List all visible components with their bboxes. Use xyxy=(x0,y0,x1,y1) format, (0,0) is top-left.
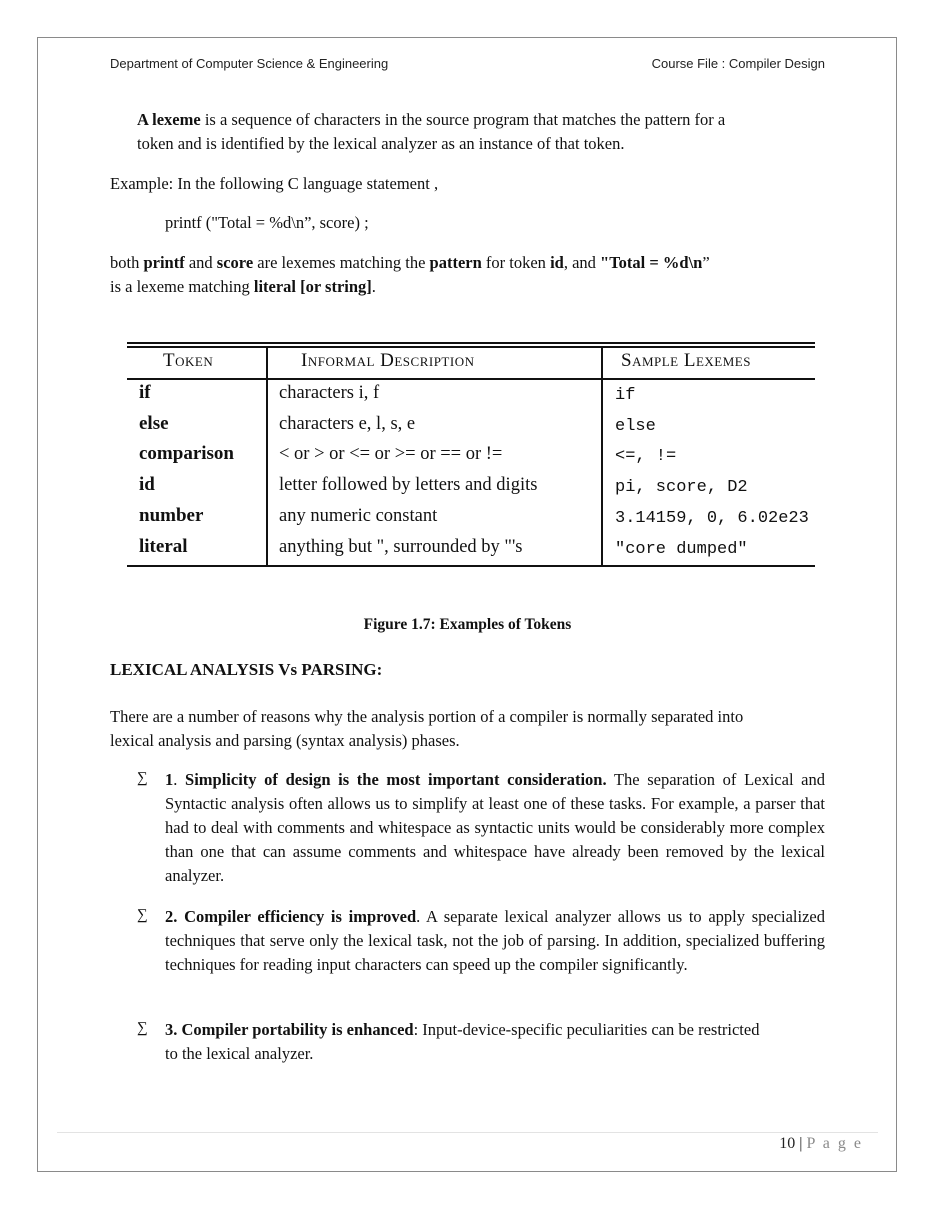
both-t1: both xyxy=(110,253,144,272)
table-cell-token: literal xyxy=(139,536,188,557)
figure-caption: Figure 1.7: Examples of Tokens xyxy=(363,616,572,633)
bullet-glyph-3: ∑ xyxy=(137,1020,148,1036)
table-cell-description: letter followed by letters and digits xyxy=(279,475,538,495)
example-intro: Example: In the following C language statement , xyxy=(110,174,439,193)
th-description: Informal Description xyxy=(301,350,475,371)
table-cell-description: < or > or <= or >= or == or != xyxy=(279,444,503,464)
page-border xyxy=(37,37,897,1172)
intro-paragraph xyxy=(110,705,830,753)
point-2-text: . A separate lexical analyzer allows us to apply specialized techniques that serve only the lexical task, not the job of parsing. In addition, specialized buffering techniques for reading input characters can speed up the compiler significantly. xyxy=(165,907,825,974)
point-1-number: 1 xyxy=(165,770,174,789)
both-line2-t2: . xyxy=(371,277,376,296)
table-cell-lexemes: else xyxy=(615,417,656,436)
th-lexemes: Sample Lexemes xyxy=(621,350,751,371)
section-title: LEXICAL ANALYSIS Vs PARSING: xyxy=(110,660,383,679)
both-line2-b1: literal [or string] xyxy=(253,277,372,296)
both-b4: id xyxy=(550,253,564,272)
table-cell-token: else xyxy=(139,413,169,434)
page-word: P a g e xyxy=(806,1135,863,1152)
code-line: printf ("Total = %d\n”, score) ; xyxy=(165,213,369,232)
bullet-glyph-2: ∑ xyxy=(137,907,148,923)
point-1-bold: Simplicity of design is the most important consideration. xyxy=(185,770,607,789)
table-vline-1 xyxy=(266,346,268,566)
both-t4: for token xyxy=(481,253,551,272)
both-line2-t1: is a lexeme matching xyxy=(110,277,254,296)
point-2-bold: 2. Compiler efficiency is improved xyxy=(165,907,417,926)
table-cell-lexemes: <=, != xyxy=(615,447,677,466)
point-3-bold: 3. Compiler portability is enhanced xyxy=(165,1020,414,1039)
page-separator: | xyxy=(795,1135,807,1152)
table-cell-description: characters e, l, s, e xyxy=(279,414,416,434)
both-b5: "Total = %d\n xyxy=(600,253,703,272)
table-header-rule xyxy=(127,378,815,380)
point-2 xyxy=(165,905,825,977)
table-cell-description: characters i, f xyxy=(279,383,380,403)
point-3 xyxy=(165,1018,765,1066)
table-cell-lexemes: "core dumped" xyxy=(615,540,748,559)
table-vline-2 xyxy=(601,346,603,566)
page-footer xyxy=(779,1135,863,1153)
lexeme-definition xyxy=(137,108,827,156)
point-3-text: : Input-device-specific peculiarities can be restricted to the lexical analyzer. xyxy=(165,1020,760,1063)
both-t3: are lexemes matching the xyxy=(253,253,430,272)
header-course: Course File : Compiler Design xyxy=(651,56,825,71)
page-number: 10 xyxy=(779,1135,796,1152)
table-bottom-rule xyxy=(127,565,815,567)
both-b3: pattern xyxy=(429,253,482,272)
bullet-glyph-1: ∑ xyxy=(137,770,148,786)
both-t2: and xyxy=(184,253,217,272)
lexeme-def-line2: token and is identified by the lexical analyzer as an instance of that token. xyxy=(137,134,625,153)
th-token: Token xyxy=(163,350,214,371)
table-cell-description: anything but ", surrounded by "'s xyxy=(279,537,523,557)
lexeme-term: A lexeme xyxy=(137,110,201,129)
table-cell-lexemes: pi, score, D2 xyxy=(615,478,748,497)
table-cell-token: comparison xyxy=(139,443,234,464)
footer-divider xyxy=(57,1132,878,1133)
table-cell-description: any numeric constant xyxy=(279,506,438,526)
point-1-text: The separation of Lexical and Syntactic analysis often allows us to simplify at least one of these tasks. For example, a parser that had to deal with comments and whitespace as syntactic units would be considerably more complex than one that can assume comments and whitespace have already been removed by the lexical analyzer. xyxy=(165,770,826,885)
table-cell-token: number xyxy=(139,505,204,526)
both-t5: , and xyxy=(563,253,601,272)
both-b1: printf xyxy=(143,253,185,272)
intro-line1: There are a number of reasons why the analysis portion of a compiler is normally separated into xyxy=(110,707,744,726)
table-cell-lexemes: 3.14159, 0, 6.02e23 xyxy=(615,509,809,528)
point-1-sep: . xyxy=(173,770,186,789)
header-department: Department of Computer Science & Engineering xyxy=(110,56,389,71)
point-1 xyxy=(165,768,825,888)
table-top-rule-1 xyxy=(127,342,815,344)
lexeme-def-line1: is a sequence of characters in the source program that matches the pattern for a xyxy=(200,110,726,129)
table-cell-token: if xyxy=(139,382,151,403)
intro-line2: lexical analysis and parsing (syntax analysis) phases. xyxy=(110,731,460,750)
both-b2: score xyxy=(216,253,254,272)
table-cell-token: id xyxy=(139,474,155,495)
lexeme-explanation xyxy=(110,251,830,299)
both-t6: ” xyxy=(702,253,710,272)
token-table xyxy=(127,340,815,572)
table-cell-lexemes: if xyxy=(615,386,636,405)
table-top-rule-2 xyxy=(127,346,815,348)
